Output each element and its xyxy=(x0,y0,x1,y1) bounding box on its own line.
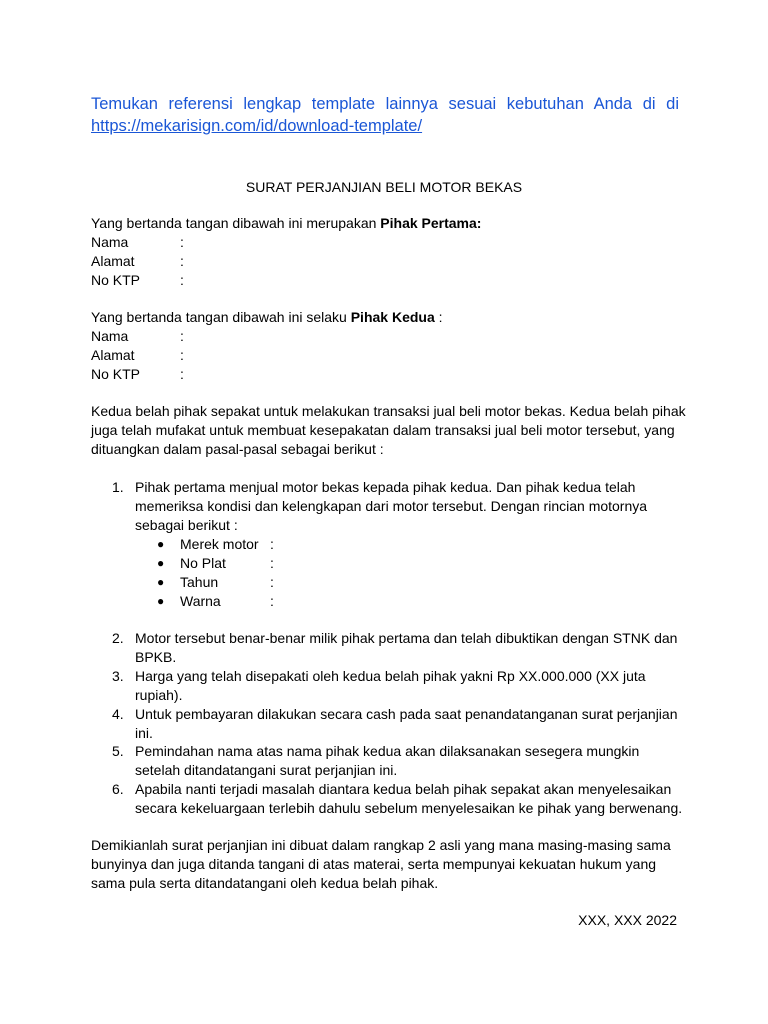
party1-intro-text: Yang bertanda tangan dibawah ini merupakan xyxy=(91,215,381,231)
clause-line: Harga yang telah disepakati oleh kedua belah pihak yakni Rp XX.000.000 (XX juta xyxy=(135,668,646,684)
closing-line: sama pula serta ditandatangani oleh kedua belah pihak. xyxy=(91,875,439,891)
party2-role: Pihak Kedua xyxy=(350,309,435,325)
party2-address-colon: : xyxy=(180,347,184,363)
document-title: SURAT PERJANJIAN BELI MOTOR BEKAS xyxy=(245,179,523,195)
motor-detail-label: Warna xyxy=(180,593,221,609)
clause-number: 1. xyxy=(112,479,124,495)
download-template-link[interactable]: https://mekarisign.com/id/download-template/ xyxy=(91,117,423,135)
clause-line: ini. xyxy=(135,725,153,741)
party2-address-label: Alamat xyxy=(91,347,135,363)
party2-ktp-colon: : xyxy=(180,366,184,382)
clause-line: Apabila nanti terjadi masalah diantara kedua belah pihak sepakat akan menyelesaikan xyxy=(135,781,672,797)
bullet-icon: ● xyxy=(157,594,165,608)
party2-intro-after: : xyxy=(434,309,443,325)
closing-line: Demikianlah surat perjanjian ini dibuat dalam rangkap 2 asli yang mana masing-masing sama xyxy=(91,837,671,853)
closing-line: bunyinya dan juga ditanda tangani di atas materai, serta mempunyai kekuatan hukum yang xyxy=(91,856,657,872)
agreement-intro-line: Kedua belah pihak sepakat untuk melakukan transaksi jual beli motor bekas. Kedua belah pihak xyxy=(91,403,686,419)
clause-line: Pihak pertama menjual motor bekas kepada pihak kedua. Dan pihak kedua telah xyxy=(135,479,636,495)
place-date: XXX, XXX 2022 xyxy=(578,912,677,928)
clause-number: 4. xyxy=(112,706,124,722)
agreement-intro-line: juga telah mufakat untuk membuat kesepakatan dalam transaksi jual beli motor tersebut, yang xyxy=(91,422,675,438)
party1-intro xyxy=(91,214,481,233)
motor-detail-colon: : xyxy=(270,555,274,571)
bullet-icon: ● xyxy=(157,537,165,551)
motor-detail-label: Merek motor xyxy=(180,536,259,552)
party2-intro xyxy=(91,308,443,327)
bullet-icon: ● xyxy=(157,575,165,589)
party2-intro-text: Yang bertanda tangan dibawah ini selaku xyxy=(91,309,351,325)
party1-name-colon: : xyxy=(180,234,184,250)
party1-address-colon: : xyxy=(180,253,184,269)
clause-line: Untuk pembayaran dilakukan secara cash pada saat penandatanganan surat perjanjian xyxy=(135,706,678,722)
party2-name-colon: : xyxy=(180,328,184,344)
motor-detail-colon: : xyxy=(270,574,274,590)
motor-detail-label: Tahun xyxy=(180,574,219,590)
party1-ktp-colon: : xyxy=(180,272,184,288)
clause-line: setelah ditandatangani surat perjanjian ini. xyxy=(135,762,398,778)
promo-banner xyxy=(91,93,679,137)
clause-number: 6. xyxy=(112,781,124,797)
party2-name-label: Nama xyxy=(91,328,129,344)
promo-text: Temukan referensi lengkap template lainnya sesuai kebutuhan Anda di di xyxy=(91,95,679,113)
clause-number: 2. xyxy=(112,630,124,646)
clause-line: Motor tersebut benar-benar milik pihak pertama dan telah dibuktikan dengan STNK dan xyxy=(135,630,678,646)
clause-line: BPKB. xyxy=(135,649,177,665)
bullet-icon: ● xyxy=(157,556,165,570)
clause-line: Pemindahan nama atas nama pihak kedua akan dilaksanakan sesegera mungkin xyxy=(135,743,640,759)
motor-detail-colon: : xyxy=(270,536,274,552)
party1-ktp-label: No KTP xyxy=(91,272,141,288)
party1-address-label: Alamat xyxy=(91,253,135,269)
clause-line: rupiah). xyxy=(135,687,183,703)
motor-detail-colon: : xyxy=(270,593,274,609)
party2-ktp-label: No KTP xyxy=(91,366,141,382)
clause-number: 5. xyxy=(112,743,124,759)
party1-name-label: Nama xyxy=(91,234,129,250)
party1-role: Pihak Pertama: xyxy=(380,215,482,231)
clause-line: memeriksa kondisi dan kelengkapan dari motor tersebut. Dengan rincian motornya xyxy=(135,498,648,514)
clause-line: sebagai berikut : xyxy=(135,517,238,533)
clause-line: secara kekeluargaan terlebih dahulu sebelum menyelesaikan ke pihak yang berwenang. xyxy=(135,800,683,816)
clause-number: 3. xyxy=(112,668,124,684)
agreement-intro-line: dituangkan dalam pasal-pasal sebagai berikut : xyxy=(91,441,384,457)
motor-detail-label: No Plat xyxy=(180,555,226,571)
